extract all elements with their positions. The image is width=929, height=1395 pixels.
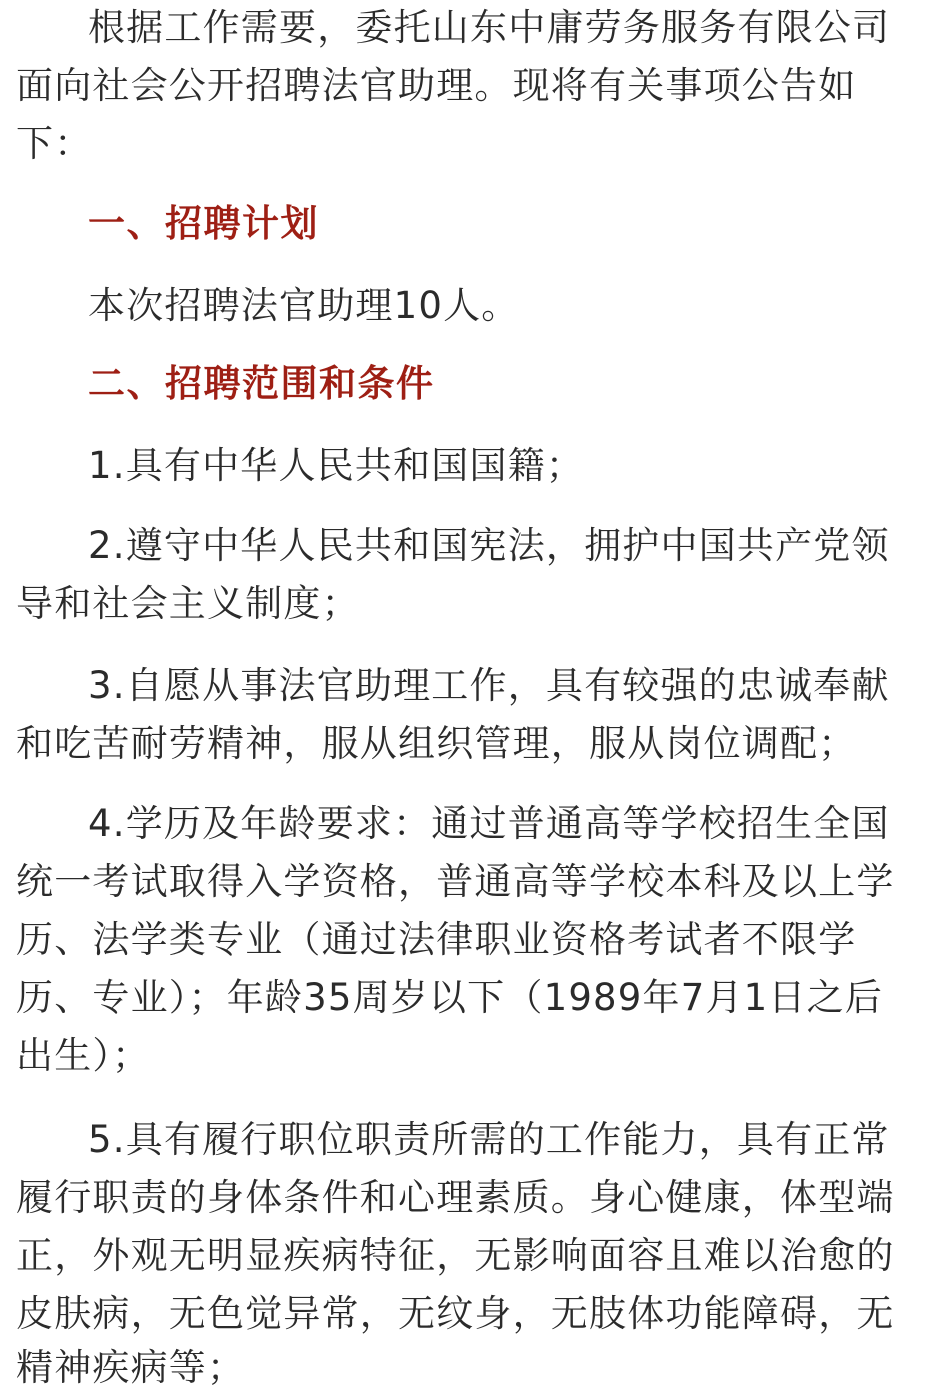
intro-paragraph-line-3: 下： [16, 122, 93, 165]
recruitment-plan-text: 本次招聘法官助理10人。 [88, 284, 520, 327]
condition-3-line-1: 3.自愿从事法官助理工作，具有较强的忠诚奉献 [88, 664, 890, 707]
condition-5-line-3: 正，外观无明显疾病特征，无影响面容且难以治愈的 [16, 1234, 895, 1277]
section-heading-scope-and-conditions: 二、招聘范围和条件 [88, 362, 435, 405]
condition-5-line-4: 皮肤病，无色觉异常，无纹身，无肢体功能障碍，无 [16, 1292, 895, 1335]
condition-5-line-5: 精神疾病等； [16, 1346, 246, 1389]
condition-2-line-1: 2.遵守中华人民共和国宪法，拥护中国共产党领 [88, 524, 890, 567]
condition-5-line-2: 履行职责的身体条件和心理素质。身心健康，体型端 [16, 1176, 895, 1219]
intro-paragraph-line-1: 根据工作需要，委托山东中庸劳务服务有限公司 [88, 6, 891, 49]
condition-4-line-2: 统一考试取得入学资格，普通高等学校本科及以上学 [16, 860, 895, 903]
section-heading-recruitment-plan: 一、招聘计划 [88, 202, 319, 245]
condition-4-line-5: 出生）； [16, 1034, 151, 1077]
condition-3-line-2: 和吃苦耐劳精神，服从组织管理，服从岗位调配； [16, 722, 857, 765]
condition-4-line-1: 4.学历及年龄要求：通过普通高等学校招生全国 [88, 802, 890, 845]
condition-5-line-1: 5.具有履行职位职责所需的工作能力，具有正常 [88, 1118, 890, 1161]
intro-paragraph-line-2: 面向社会公开招聘法官助理。现将有关事项公告如 [16, 64, 857, 107]
condition-4-line-4: 历、专业）；年龄35周岁以下（1989年7月1日之后 [16, 976, 884, 1019]
condition-4-line-3: 历、法学类专业（通过法律职业资格考试者不限学 [16, 918, 857, 961]
condition-2-line-2: 导和社会主义制度； [16, 582, 360, 625]
condition-1-line-1: 1.具有中华人民共和国国籍； [88, 444, 585, 487]
